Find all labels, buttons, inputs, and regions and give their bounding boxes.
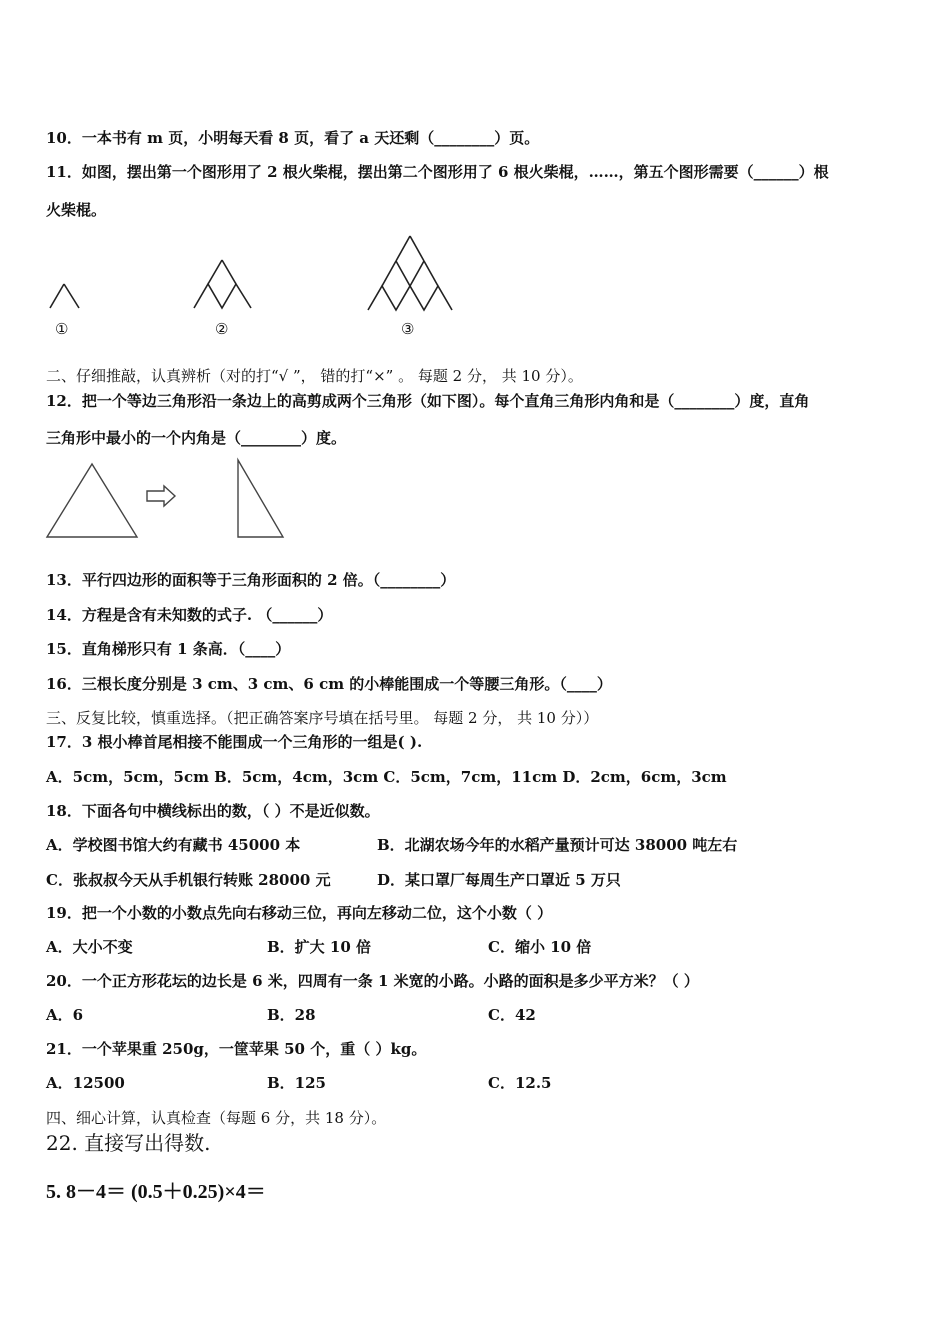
section-2-heading: 二、仔细推敲，认真辨析（对的打“√ ”， 错的打“×” 。 每题 2 分， 共 10 分）。 (46, 367, 583, 385)
question-20: 20．一个正方形花坛的边长是 6 米，四周有一条 1 米宽的小路。小路的面积是多少平方米？（ ） (46, 972, 699, 990)
calc-line: 5. 8－4＝ (0.5＋0.25)×4＝ (46, 1181, 266, 1203)
q20-option-c: C．42 (488, 1006, 536, 1024)
q19-option-a: A．大小不变 (46, 938, 133, 956)
q21-option-c: C．12.5 (488, 1074, 552, 1092)
question-10: 10．一本书有 m 页，小明每天看 8 页，看了 a 天还剩（________）页。 (46, 129, 540, 147)
question-11: 11．如图，摆出第一个图形用了 2 根火柴棍，摆出第二个图形用了 6 根火柴棍，……，第五个图形需要（______）根 (46, 163, 829, 181)
figure-label-1: ① (55, 320, 69, 338)
q18-option-d: D．某口罩厂每周生产口罩近 5 万只 (377, 871, 621, 889)
question-11-cont: 火柴棍。 (46, 201, 107, 219)
figure-label-3: ③ (401, 320, 415, 338)
q19-option-c: C．缩小 10 倍 (488, 938, 592, 956)
arrow-icon (147, 486, 175, 506)
question-12: 12．把一个等边三角形沿一条边上的高剪成两个三角形（如下图）。每个直角三角形内角和是（________）度，直角 (46, 392, 810, 410)
q20-option-a: A．6 (46, 1006, 84, 1024)
question-17: 17．3 根小棒首尾相接不能围成一个三角形的一组是( ). (46, 733, 423, 751)
section-4-heading: 四、细心计算，认真检查（每题 6 分，共 18 分）。 (46, 1109, 387, 1127)
question-18: 18．下面各句中横线标出的数，（ ）不是近似数。 (46, 802, 380, 820)
question-22: 22. 直接写出得数. (46, 1131, 211, 1155)
figure-label-2: ② (215, 320, 229, 338)
question-21: 21．一个苹果重 250g，一筐苹果 50 个，重（ ）kg。 (46, 1040, 427, 1058)
question-13: 13．平行四边形的面积等于三角形面积的 2 倍。（________） (46, 571, 456, 589)
question-15: 15．直角梯形只有 1 条高．（____） (46, 640, 291, 658)
question-17-options: A．5cm，5cm，5cm B．5cm，4cm，3cm C．5cm，7cm，11cm D．2cm，6cm，3cm (46, 768, 727, 786)
question-14: 14．方程是含有未知数的式子. （______） (46, 606, 333, 624)
equilateral-triangle (47, 464, 137, 537)
question-12-cont: 三角形中最小的一个内角是（________）度。 (46, 429, 347, 447)
q19-option-b: B．扩大 10 倍 (267, 938, 371, 956)
q20-option-b: B．28 (267, 1006, 316, 1024)
q18-option-b: B．北湖农场今年的水稻产量预计可达 38000 吨左右 (377, 836, 738, 854)
q21-option-b: B．125 (267, 1074, 326, 1092)
section-3-heading: 三、反复比较，慎重选择。（把正确答案序号填在括号里。 每题 2 分， 共 10 分）） (46, 709, 599, 727)
q21-option-a: A．12500 (46, 1074, 125, 1092)
right-triangle (238, 460, 283, 537)
q18-option-a: A．学校图书馆大约有藏书 45000 本 (46, 836, 301, 854)
question-19: 19．把一个小数的小数点先向右移动三位，再向左移动二位，这个小数（ ） (46, 904, 553, 922)
q18-option-c: C．张叔叔今天从手机银行转账 28000 元 (46, 871, 331, 889)
question-16: 16．三根长度分别是 3 cm、3 cm、6 cm 的小棒能围成一个等腰三角形。（____） (46, 675, 612, 693)
